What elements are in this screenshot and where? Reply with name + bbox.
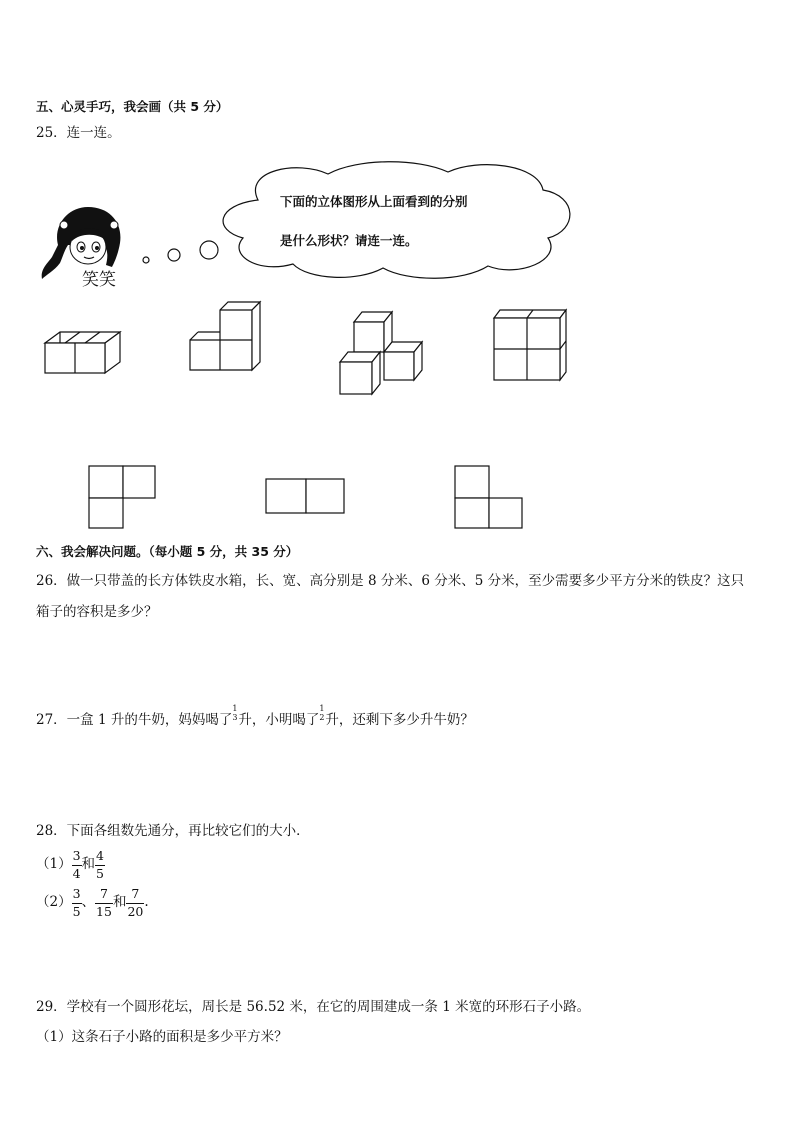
speech-line-1: 下面的立体图形从上面看到的分别 [280, 194, 468, 209]
solid-figure-3 [336, 308, 431, 400]
speech-line-2: 是什么形状？请连一连。 [280, 233, 418, 248]
character-label: 笑笑 [82, 270, 116, 290]
question-27-part-b: 升，小明喝了 [238, 712, 320, 728]
solid-figure-1 [40, 318, 130, 378]
question-26-line-1: 26．做一只带盖的长方体铁皮水箱，长、宽、高分别是 8 分米、6 分米、5 分米，至少需要多少平方分米的铁皮？这只 [36, 573, 745, 589]
top-view-1 [86, 464, 158, 530]
solid-figure-2 [186, 298, 266, 376]
question-29-sub-1: （1）这条石子小路的面积是多少平方米？ [36, 1029, 288, 1045]
question-27: 27．一盒 1 升的牛奶，妈妈喝了 1 3 升，小明喝了 1 2 升，还剩下多少升牛奶？ [36, 704, 474, 728]
question-27-part-c: 升，还剩下多少升牛奶？ [325, 712, 474, 728]
top-view-2 [264, 477, 348, 517]
solid-figure-4 [490, 306, 570, 382]
question-28-title: 28．下面各组数先通分，再比较它们的大小． [36, 823, 310, 839]
section5-title: 五、心灵手巧，我会画（共 5 分） [36, 99, 229, 114]
speech-cloud [218, 160, 578, 280]
fraction-7-15: $\frac{7}{15}$ [96, 886, 112, 919]
question-25: 25．连一连。 [36, 125, 121, 141]
fraction-3-5: $\frac{3}{5}$ [72, 886, 81, 919]
question-29-line-1: 29．学校有一个圆形花坛，周长是 56.52 米，在它的周围建成一条 1 米宽的环形石子小路。 [36, 999, 591, 1015]
fraction-7-20: $\frac{7}{20}$ [127, 886, 144, 919]
thought-bubbles [140, 238, 220, 268]
question-26-line-2: 箱子的容积是多少？ [36, 604, 158, 620]
question-28-part-2: （2） $\frac{3}{5}$ 、 $\frac{7}{15}$ 和 $\frac{7}{20}$ . [36, 886, 149, 919]
question-28-part-1: （1） $\frac{3}{4}$ 和 $\frac{4}{5}$ [36, 848, 104, 881]
question-27-part-a: 27．一盒 1 升的牛奶，妈妈喝了 [36, 712, 233, 728]
section6-title: 六、我会解决问题。（每小题 5 分，共 35 分） [36, 544, 299, 559]
fraction-3-4: $\frac{3}{4}$ [72, 848, 81, 881]
fraction-4-5: $\frac{4}{5}$ [96, 848, 104, 881]
top-view-3 [452, 464, 526, 530]
